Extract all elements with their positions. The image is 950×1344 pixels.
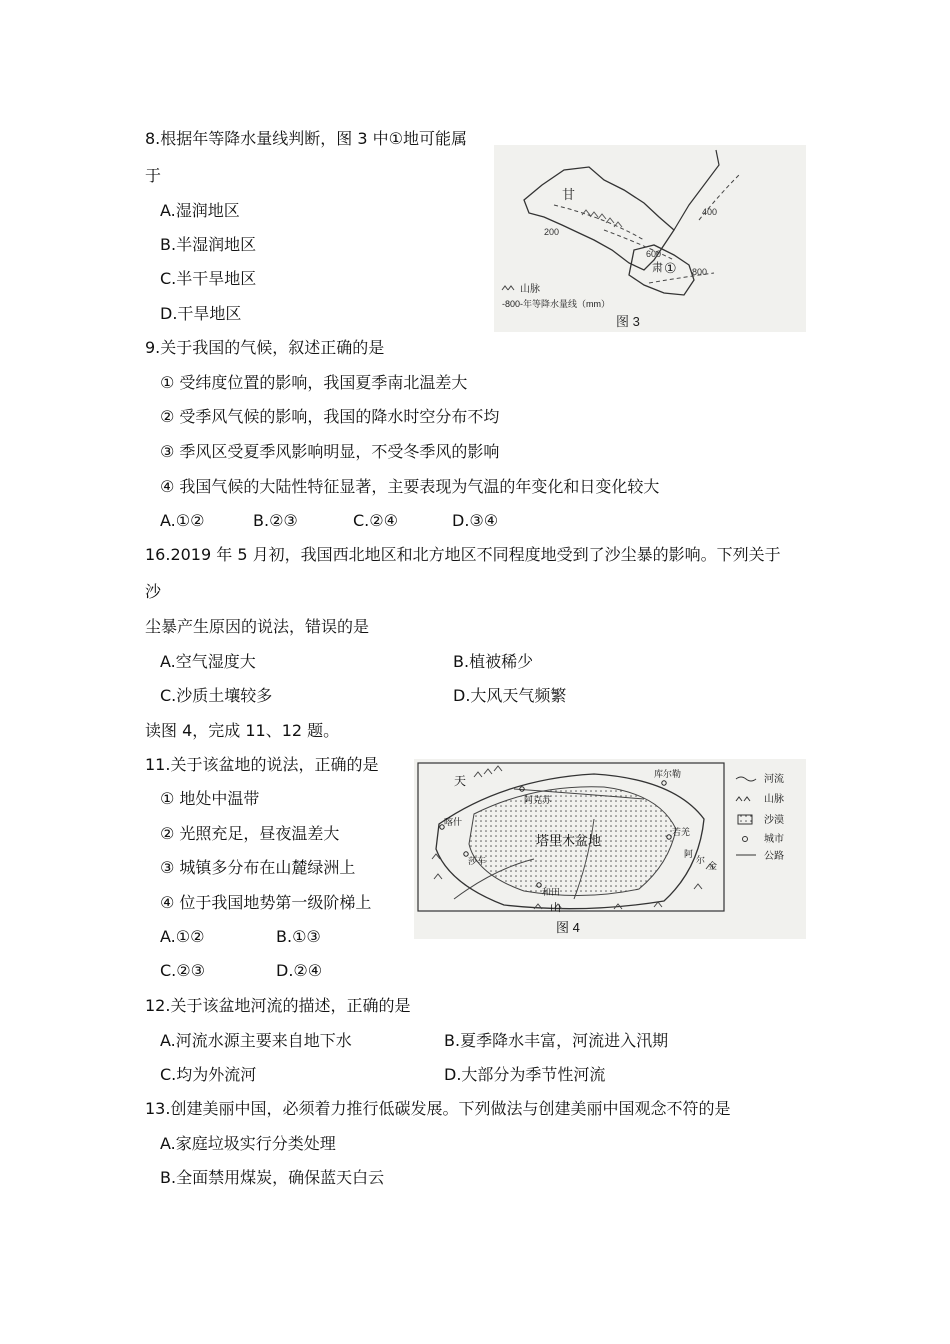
marker-1: ① [664,261,677,277]
q11-stem: 11.关于该盆地的说法，正确的是 [145,755,379,774]
iso-label-200: 200 [544,227,560,237]
q9-statement-1: ① 受纬度位置的影响，我国夏季南北温差大 [160,373,468,392]
boundary-line [674,150,719,230]
q9-statement-3: ③ 季风区受夏季风影响明显，不受冬季风的影响 [160,442,500,461]
legend-mountain-icon-4 [736,797,750,801]
q8-option-b: B.半湿润地区 [160,235,257,254]
q9-statement-2: ② 受季风气候的影响，我国的降水时空分布不均 [160,407,500,426]
q8-option-c: C.半干旱地区 [160,269,257,288]
q12-option-a: A.河流水源主要来自地下水 [160,1031,352,1050]
figure-4-map [414,759,806,939]
label-shache: 莎车 [468,856,487,866]
q8-option-d: D.干旱地区 [160,304,242,323]
label-er: 尔 [696,855,706,865]
label-tian: 天 [454,774,467,788]
q12-stem: 12.关于该盆地河流的描述，正确的是 [145,996,411,1015]
legend-city-icon [743,837,748,842]
q9-option-b: B.②③ [253,511,298,530]
q16-option-b: B.植被稀少 [453,652,534,671]
q11-option-b: B.①③ [276,927,321,946]
q9-statement-4: ④ 我国气候的大陆性特征显著，主要表现为气温的年变化和日变化较大 [160,477,660,496]
q12-option-c: C.均为外流河 [160,1065,257,1084]
legend-isoline: -800-年等降水量线（mm） [502,299,611,309]
label-shan: 山 [550,902,561,914]
figure-3-map [494,145,806,332]
q16-option-a: A.空气湿度大 [160,652,256,671]
q13-option-b: B.全面禁用煤炭，确保蓝天白云 [160,1168,385,1187]
q8-stem: 8.根据年等降水量线判断，图 3 中①地可能属 [145,129,467,148]
q9-option-c: C.②④ [353,511,398,530]
label-jin: 金 [708,861,718,871]
label-hetian: 和田 [542,887,561,897]
isoline-200 [554,205,644,240]
iso-label-800: 800 [692,267,708,277]
label-gan: 甘 [562,187,576,202]
legend-desert: 沙漠 [764,815,784,826]
basin-label: 塔里木盆地 [536,833,602,848]
q11-statement-3: ③ 城镇多分布在山麓绿洲上 [160,858,356,877]
q9-option-a: A.①② [160,511,205,530]
q9-option-d: D.③④ [452,511,499,530]
label-akesu: 阿克苏 [524,795,552,805]
q12-option-b: B.夏季降水丰富，河流进入汛期 [444,1031,669,1050]
legend-mountain-icon [502,286,514,290]
q16-option-d: D.大风天气频繁 [453,686,567,705]
read-figure-4-instruction: 读图 4，完成 11、12 题。 [145,721,340,740]
q16-stem-cont: 沙 [145,582,162,601]
q9-stem: 9.关于我国的气候，叙述正确的是 [145,338,385,357]
figure-3-caption: 图 3 [616,314,640,329]
q8-option-a: A.湿润地区 [160,201,240,220]
iso-label-400: 400 [702,207,718,217]
q11-option-d: D.②④ [276,961,323,980]
label-a: 阿 [684,849,694,859]
legend-road: 公路 [764,851,784,862]
legend-desert-icon [738,815,752,824]
label-kashi: 喀什 [444,817,463,827]
q13-option-a: A.家庭垃圾实行分类处理 [160,1134,336,1153]
q13-stem: 13.创建美丽中国，必须着力推行低碳发展。下列做法与创建美丽中国观念不符的是 [145,1099,731,1118]
q11-option-c: C.②③ [160,961,205,980]
q8-stem-cont: 于 [145,166,162,185]
q11-statement-2: ② 光照充足，昼夜温差大 [160,824,340,843]
legend-city: 城市 [764,834,784,845]
q16-stem-cont2: 尘暴产生原因的说法，错误的是 [145,617,370,636]
legend-river: 河流 [764,774,784,785]
q11-option-a: A.①② [160,927,205,946]
iso-label-600: 600 [646,249,662,259]
mountain-symbols [582,210,622,227]
city-kuerle-dot [662,781,666,785]
label-ruoqiang: 若羌 [672,827,691,837]
q11-statement-4: ④ 位于我国地势第一级阶梯上 [160,893,372,912]
q11-statement-1: ① 地处中温带 [160,789,260,808]
q16-stem: 16.2019 年 5 月初，我国西北地区和北方地区不同程度地受到了沙尘暴的影响。下列关于 [145,545,781,564]
legend-river-icon [736,777,756,781]
label-kuerle: 库尔勒 [654,769,682,779]
legend-mountain: 山脉 [520,284,540,295]
q16-option-c: C.沙质土壤较多 [160,686,273,705]
figure-4-caption: 图 4 [556,920,580,935]
legend-mountain-4: 山脉 [764,794,784,805]
q12-option-d: D.大部分为季节性河流 [444,1065,606,1084]
label-su: 肃 [652,262,663,274]
